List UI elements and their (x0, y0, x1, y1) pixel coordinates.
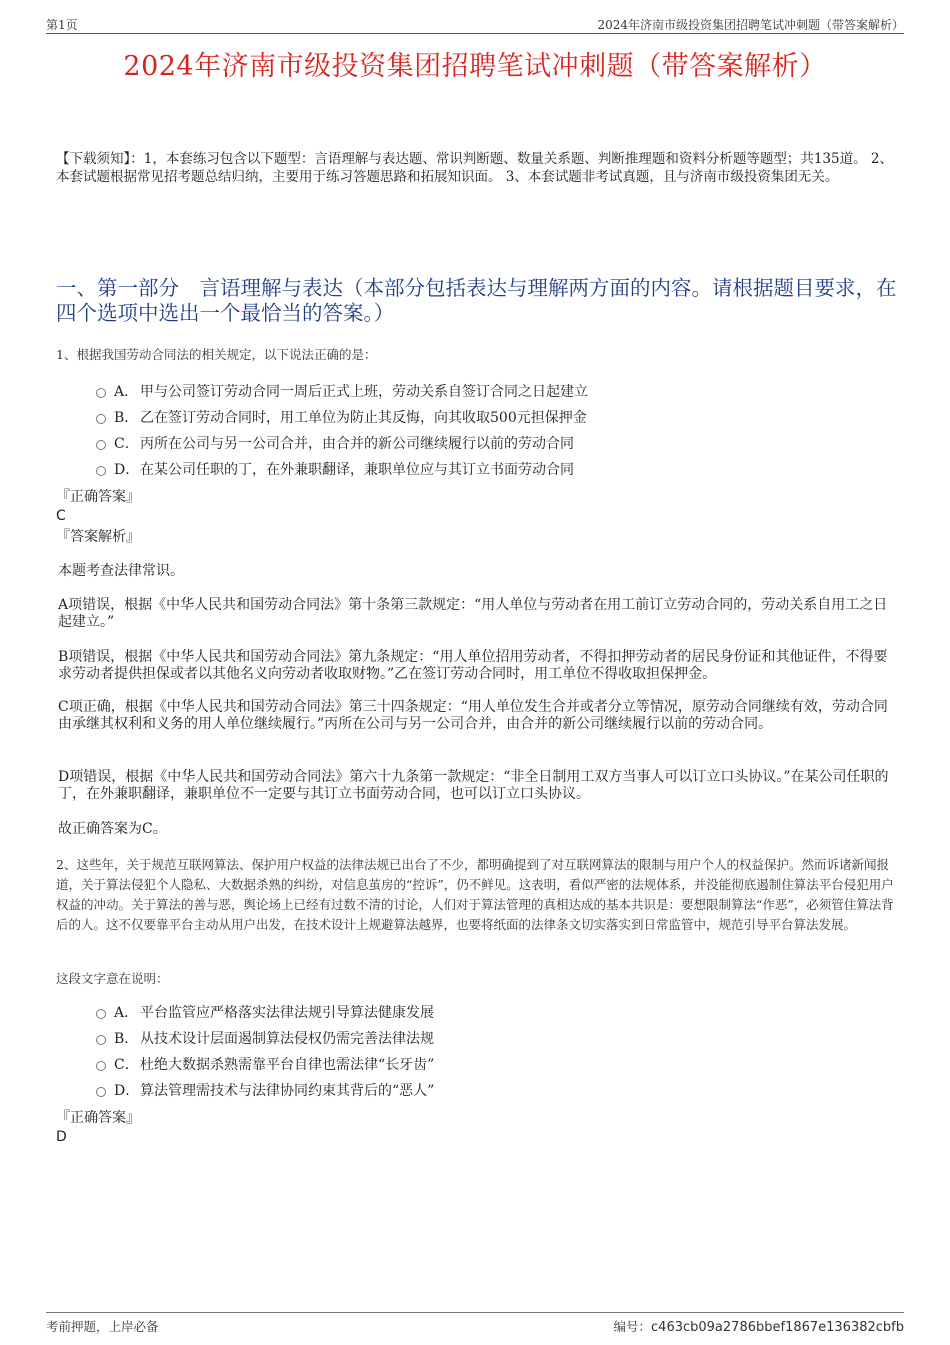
question-2-stem: 2、这些年，关于规范互联网算法、保护用户权益的法律法规已出台了不少，都明确提到了对互联网算法的限制与用户个人的权益保护。然而诉诸新闻报道，关于算法侵犯个人隐私、大数据杀熟的纠纷，对信息茧房的“控诉”，仍不鲜见。这表明，看似严密的法规体系，并没能彻底遏制住算法平台侵犯用户权益的冲动。关于算法的善与恶，舆论场上已经有过数不清的讨论，人们对于算法管理的真相达成的基本共识是：要想限制算法“作恶”，必须管住算法背后的人。这不仅要靠平台主动从用户出发，在技术设计上规避算法越界，也要将纸面的法律条文切实落实到日常监管中，规范引导平台算法发展。 (56, 857, 894, 932)
option-text: 在某公司任职的丁，在外兼职翻译，兼职单位应与其订立书面劳动合同 (140, 462, 574, 478)
option-letter: D． (114, 462, 140, 478)
question-2-option-d[interactable] (96, 1080, 906, 1102)
radio-icon[interactable] (96, 1087, 106, 1097)
radio-icon[interactable] (96, 1009, 106, 1019)
serial-code: c463cb09a2786bbef1867e136382cbfb (651, 1320, 904, 1335)
option-text: 乙在签订劳动合同时，用工单位为防止其反悔，向其收取500元担保押金 (140, 410, 587, 426)
option-letter: C． (114, 436, 139, 452)
section-heading: 一、第一部分 言语理解与表达（本部分包括表达与理解两方面的内容。请根据题目要求，在四个选项中选出一个最恰当的答案。） (56, 276, 897, 325)
radio-icon[interactable] (96, 414, 106, 424)
option-letter: C． (114, 1057, 139, 1073)
question-2-answer: D (56, 1129, 67, 1145)
footer-slogan: 考前押题，上岸必备 (46, 1319, 159, 1334)
option-text: 甲与公司签订劳动合同一周后正式上班，劳动关系自签订合同之日起建立 (140, 384, 588, 400)
analysis-paragraph: 故正确答案为C。 (58, 821, 167, 837)
document-title: 2024年济南市级投资集团招聘笔试冲刺题（带答案解析） (123, 51, 827, 82)
option-text: 从技术设计层面遏制算法侵权仍需完善法律法规 (140, 1031, 434, 1047)
question-2-answer-label: 『正确答案』 (56, 1110, 140, 1126)
option-letter: A． (114, 384, 139, 400)
option-text: 平台监管应严格落实法律法规引导算法健康发展 (140, 1005, 434, 1021)
question-2-prompt: 这段文字意在说明： (56, 971, 169, 986)
page-header (46, 14, 904, 34)
option-letter: A． (114, 1005, 139, 1021)
analysis-paragraph: 本题考查法律常识。 (58, 563, 184, 579)
footer-serial (614, 1317, 904, 1335)
question-1-option-d[interactable] (96, 459, 906, 481)
serial-label: 编号： (613, 1319, 652, 1334)
question-1-answer: C (56, 508, 66, 524)
question-1-stem: 1、根据我国劳动合同法的相关规定，以下说法正确的是： (56, 347, 377, 362)
question-1-answer-label: 『正确答案』 (56, 489, 140, 505)
question-1-option-b[interactable] (96, 407, 906, 429)
radio-icon[interactable] (96, 466, 106, 476)
question-1-analysis-label: 『答案解析』 (56, 529, 140, 545)
analysis-paragraph: C项正确，根据《中华人民共和国劳动合同法》第三十四条规定：“用人单位发生合并或者分立等情况，原劳动合同继续有效，劳动合同由承继其权利和义务的用人单位继续履行。”丙所在公司与另一公司合并，由合并的新公司继续履行以前的劳动合同。 (58, 699, 888, 732)
radio-icon[interactable] (96, 440, 106, 450)
option-letter: B． (114, 1031, 139, 1047)
question-1-option-c[interactable] (96, 433, 906, 455)
radio-icon[interactable] (96, 388, 106, 398)
radio-icon[interactable] (96, 1061, 106, 1071)
option-letter: D． (114, 1083, 140, 1099)
option-text: 杜绝大数据杀熟需靠平台自律也需法律“长牙齿” (140, 1057, 435, 1073)
analysis-paragraph: A项错误，根据《中华人民共和国劳动合同法》第十条第三款规定：“用人单位与劳动者在用工前订立劳动合同的，劳动关系自用工之日起建立。” (58, 597, 888, 630)
option-text: 算法管理需技术与法律协同约束其背后的“恶人” (140, 1083, 435, 1099)
question-1-option-a[interactable] (96, 381, 906, 403)
question-2-option-a[interactable] (96, 1002, 906, 1024)
radio-icon[interactable] (96, 1035, 106, 1045)
analysis-paragraph: B项错误，根据《中华人民共和国劳动合同法》第九条规定：“用人单位招用劳动者，不得扣押劳动者的居民身份证和其他证件，不得要求劳动者提供担保或者以其他名义向劳动者收取财物。”乙在签订劳动合同时，用工单位不得收取担保押金。 (58, 649, 888, 682)
download-notice: 【下载须知】：1，本套练习包含以下题型：言语理解与表达题、常识判断题、数量关系题、判断推理题和资料分析题等题型；共135道。 2、本套试题根据常见招考题总结归纳，主要用于练习答题思路和拓展知识面。 3、本套试题非考试真题，且与济南市级投资集团无关。 (56, 151, 893, 185)
page-number: 第1页 (46, 18, 78, 32)
header-doc-title: 2024年济南市级投资集团招聘笔试冲刺题（带答案解析） (597, 18, 904, 32)
page-footer (46, 1312, 904, 1334)
analysis-paragraph: D项错误，根据《中华人民共和国劳动合同法》第六十九条第一款规定：“非全日制用工双方当事人可以订立口头协议。”在某公司任职的丁，在外兼职翻译，兼职单位不一定要与其订立书面劳动合同，也可以订立口头协议。 (58, 769, 889, 802)
option-letter: B． (114, 410, 139, 426)
option-text: 丙所在公司与另一公司合并，由合并的新公司继续履行以前的劳动合同 (140, 436, 574, 452)
question-2-option-b[interactable] (96, 1028, 906, 1050)
question-2-option-c[interactable] (96, 1054, 906, 1076)
